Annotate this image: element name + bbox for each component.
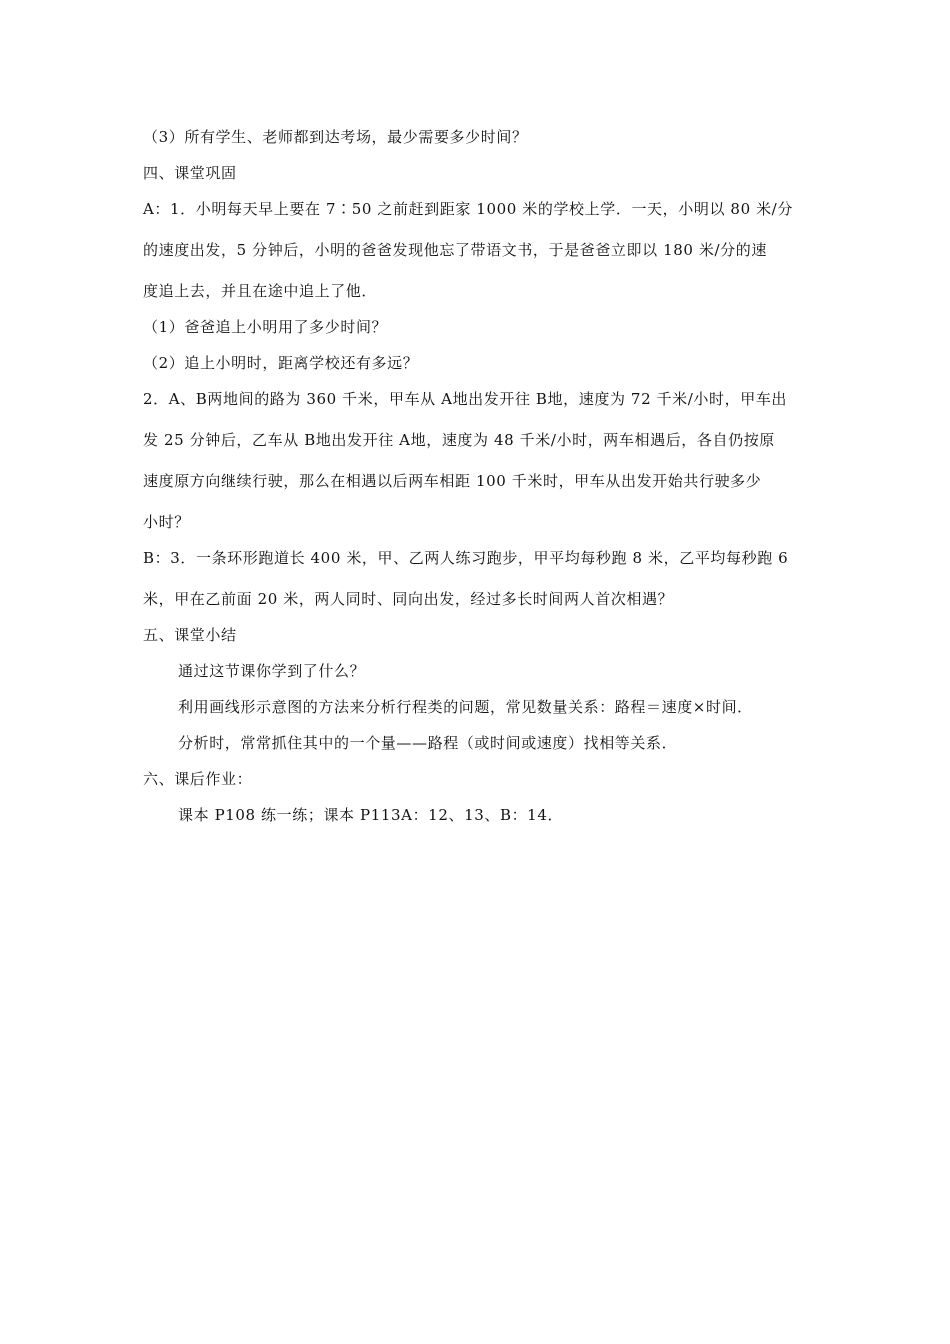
- exercise-a1-line-3: 度追上去，并且在途中追上了他．: [143, 282, 378, 300]
- section-heading-classroom-consolidation: 四、课堂巩固: [143, 164, 237, 182]
- summary-line-1: 通过这节课你学到了什么？: [178, 662, 366, 680]
- exercise-a2-line-3: 速度原方向继续行驶，那么在相遇以后两车相距 100 千米时，甲车从出发开始共行驶多少: [143, 472, 762, 490]
- section-heading-homework: 六、课后作业：: [143, 770, 253, 788]
- exercise-a1-line-1: A：1．小明每天早上要在 7∶50 之前赶到距家 1000 米的学校上学．一天，小明以 80 米/分: [143, 200, 793, 218]
- exercise-a2-line-4: 小时？: [143, 513, 190, 531]
- summary-line-3: 分析时，常常抓住其中的一个量——路程（或时间或速度）找相等关系．: [178, 734, 678, 752]
- exercise-b3-line-1: B：3．一条环形跑道长 400 米，甲、乙两人练习跑步，甲平均每秒跑 8 米，乙平均每秒跑 6: [143, 549, 789, 567]
- homework-line: 课本 P108 练一练；课本 P113A：12、13、B：14．: [178, 806, 564, 824]
- exercise-a2-line-2: 发 25 分钟后，乙车从 B地出发开往 A地，速度为 48 千米/小时，两车相遇后，各自仍按原: [143, 431, 775, 449]
- question-3-text: （3）所有学生、老师都到达考场，最少需要多少时间？: [143, 128, 528, 146]
- exercise-b3-line-2: 米，甲在乙前面 20 米，两人同时、同向出发，经过多长时间两人首次相遇？: [143, 590, 674, 608]
- exercise-a1-subquestion-2: （2）追上小明时，距离学校还有多远？: [143, 354, 419, 372]
- summary-line-2: 利用画线形示意图的方法来分析行程类的问题，常见数量关系：路程＝速度×时间．: [178, 698, 753, 716]
- exercise-a2-line-1: 2．A、B两地间的路为 360 千米，甲车从 A地出发开往 B地，速度为 72 千米/小时，甲车出: [143, 390, 788, 408]
- section-heading-classroom-summary: 五、课堂小结: [143, 626, 237, 644]
- exercise-a1-subquestion-1: （1）爸爸追上小明用了多少时间？: [143, 318, 388, 336]
- exercise-a1-line-2: 的速度出发，5 分钟后，小明的爸爸发现他忘了带语文书，于是爸爸立即以 180 米/分的速: [143, 241, 767, 259]
